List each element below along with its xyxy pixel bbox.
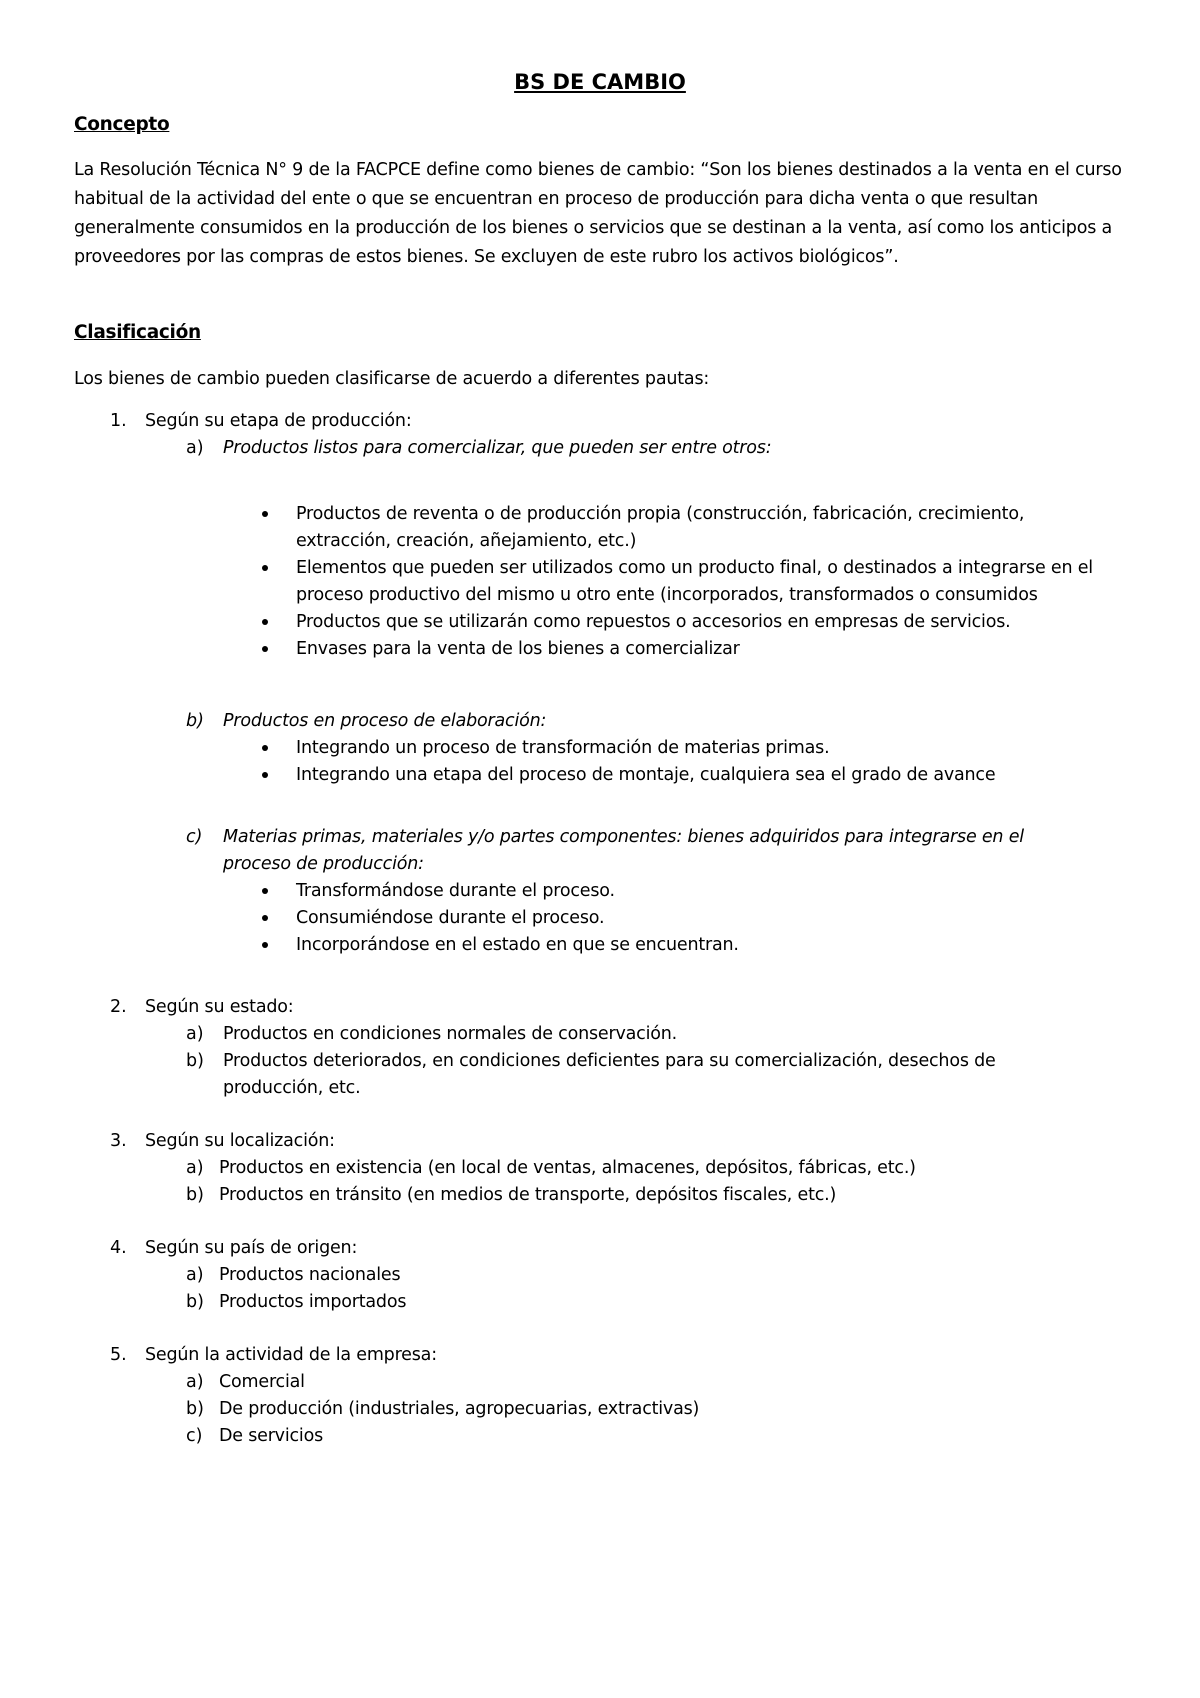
bullet-text: Incorporándose en el estado en que se encuentran.: [296, 935, 739, 955]
bullet-text: Productos que se utilizarán como repuestos o accesorios en empresas de servicios.: [296, 612, 1011, 632]
bullet-text: Transformándose durante el proceso.: [296, 881, 615, 901]
sub-item-text: Comercial: [219, 1372, 305, 1392]
list-number: 2.: [110, 997, 127, 1017]
document-title: BS DE CAMBIO: [514, 70, 686, 94]
bullet-text: Productos de reventa o de producción propia (construcción, fabricación, crecimiento,: [296, 504, 1025, 524]
sub-item-label: Materias primas, materiales y/o partes componentes: bienes adquiridos para integrarse en el: [223, 827, 1024, 847]
concepto-paragraph: La Resolución Técnica N° 9 de la FACPCE define como bienes de cambio: “Son los bienes destinados a la venta en el curso habitual de la actividad del ente o que se encuentran en proceso de producción para dicha venta o que resultan generalmente consumidos en la producción de los bienes o servicios que se destinan a la venta, así como los anticipos a proveedores por las compras de estos bienes. Se excluyen de este rubro los activos biológicos”.: [74, 160, 1122, 267]
clasificacion-intro: Los bienes de cambio pueden clasificarse de acuerdo a diferentes pautas:: [74, 369, 710, 389]
bullet-icon: [262, 888, 268, 894]
sub-item-text: Productos nacionales: [219, 1265, 401, 1285]
sub-letter: a): [186, 1158, 204, 1178]
bullet-text: Integrando un proceso de transformación de materias primas.: [296, 738, 830, 758]
bullet-text: Integrando una etapa del proceso de montaje, cualquiera sea el grado de avance: [296, 765, 996, 785]
bullet-icon: [262, 646, 268, 652]
sub-letter: b): [186, 1292, 204, 1312]
bullet-icon: [262, 565, 268, 571]
bullet-text: proceso productivo del mismo u otro ente (incorporados, transformados o consumidos: [296, 585, 1038, 605]
sub-item-text: Productos importados: [219, 1292, 407, 1312]
list-number: 1.: [110, 411, 127, 431]
sub-item-label: Productos en proceso de elaboración:: [223, 711, 547, 731]
sub-letter: b): [186, 1399, 204, 1419]
bullet-icon: [262, 745, 268, 751]
section-heading-clasificacion: Clasificación: [74, 322, 201, 343]
sub-item-label: proceso de producción:: [223, 854, 424, 874]
list-item-label: Según su estado:: [145, 997, 294, 1017]
list-item-label: Según su país de origen:: [145, 1238, 358, 1258]
sub-item-text: Productos en tránsito (en medios de transporte, depósitos fiscales, etc.): [219, 1185, 837, 1205]
bullet-icon: [262, 942, 268, 948]
bullet-icon: [262, 619, 268, 625]
list-number: 3.: [110, 1131, 127, 1151]
sub-item-label: Productos listos para comercializar, que pueden ser entre otros:: [223, 438, 772, 458]
list-item-label: Según su etapa de producción:: [145, 411, 412, 431]
sub-item-text: producción, etc.: [223, 1078, 361, 1098]
list-number: 4.: [110, 1238, 127, 1258]
sub-letter: c): [186, 827, 203, 847]
bullet-icon: [262, 511, 268, 517]
list-number: 5.: [110, 1345, 127, 1365]
section-heading-concepto: Concepto: [74, 114, 170, 135]
list-item-label: Según la actividad de la empresa:: [145, 1345, 437, 1365]
sub-letter: b): [186, 711, 204, 731]
sub-item-text: Productos en condiciones normales de conservación.: [223, 1024, 677, 1044]
sub-letter: c): [186, 1426, 203, 1446]
sub-letter: a): [186, 438, 204, 458]
bullet-icon: [262, 915, 268, 921]
bullet-text: Elementos que pueden ser utilizados como un producto final, o destinados a integrarse en el: [296, 558, 1093, 578]
sub-item-text: De servicios: [219, 1426, 324, 1446]
list-item-label: Según su localización:: [145, 1131, 335, 1151]
sub-letter: a): [186, 1372, 204, 1392]
bullet-text: Consumiéndose durante el proceso.: [296, 908, 605, 928]
sub-letter: a): [186, 1024, 204, 1044]
sub-item-text: Productos en existencia (en local de ventas, almacenes, depósitos, fábricas, etc.): [219, 1158, 916, 1178]
sub-letter: b): [186, 1051, 204, 1071]
bullet-icon: [262, 772, 268, 778]
sub-letter: b): [186, 1185, 204, 1205]
sub-item-text: Productos deteriorados, en condiciones deficientes para su comercialización, desechos de: [223, 1051, 996, 1071]
sub-letter: a): [186, 1265, 204, 1285]
bullet-text: Envases para la venta de los bienes a comercializar: [296, 639, 740, 659]
sub-item-text: De producción (industriales, agropecuarias, extractivas): [219, 1399, 700, 1419]
bullet-text: extracción, creación, añejamiento, etc.): [296, 531, 637, 551]
